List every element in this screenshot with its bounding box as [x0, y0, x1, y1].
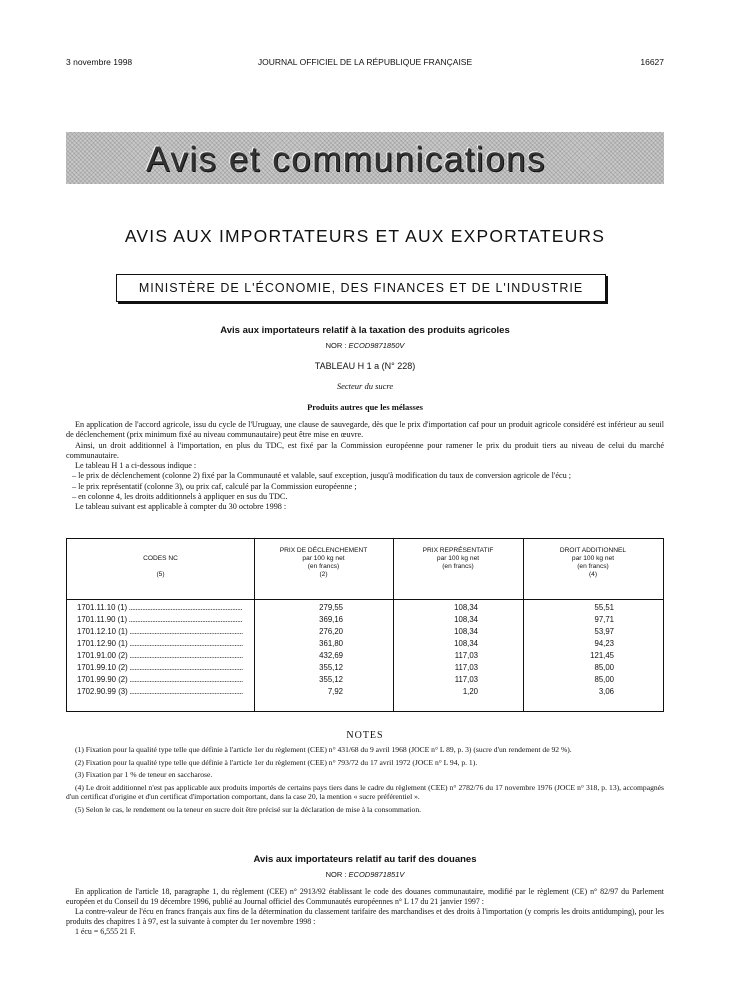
products-heading: Produits autres que les mélasses	[307, 402, 423, 412]
trigger-price: 279,55	[319, 603, 343, 612]
table-row	[67, 663, 663, 675]
header-additional-duty: DROIT ADDITIONNEL par 100 kg net (en francs) (4)	[559, 547, 627, 578]
tableau-title: TABLEAU H 1 a (N° 228)	[314, 361, 416, 371]
representative-price: 108,34	[454, 615, 478, 624]
ministry-box	[116, 274, 606, 302]
nc-code: 1701.99.90 (2) .....	[77, 675, 247, 684]
paragraph: 1 écu = 6,555 21 F.	[75, 927, 136, 936]
paragraph: La contre-valeur de l'écu en francs français aux fins de la détermination du classement tarifaire des marchandises et des droits à l'importation (y compris les droits antidumping), pour les produits des chapitres 1 à 97, est la suivante à compter du 1er novembre 1998 :	[66, 907, 664, 926]
additional-duty: 85,00	[594, 663, 614, 672]
representative-price: 108,34	[454, 603, 478, 612]
note-item: (1) Fixation pour la qualité type telle que définie à l'article 1er du règlement (CEE) n° 431/68 du 9 avril 1968 (JOCE n° L 89, p. 3) (sucre d'un rendement de 92 %).	[75, 745, 572, 754]
notes-heading: NOTES	[346, 730, 384, 741]
list-item: – le prix représentatif (colonne 3), ou prix caf, calculé par la Commission européenne ;	[72, 481, 357, 491]
trigger-price: 7,92	[327, 687, 343, 696]
trigger-price: 276,20	[319, 627, 343, 636]
additional-duty: 97,71	[594, 615, 614, 624]
representative-price: 117,03	[454, 675, 478, 684]
avis-body	[66, 420, 664, 513]
note-item: (2) Fixation pour la qualité type telle que définie à l'article 1er du règlement (CEE) n° 793/72 du 17 avril 1972 (JOCE n° L 94, p. 1).	[75, 757, 478, 767]
issue-date: 3 novembre 1998	[66, 57, 133, 67]
note-item: (5) Selon le cas, le rendement ou la teneur en sucre doit être précisé sur la déclaration de mise à la consommation.	[75, 804, 422, 814]
nor-label: NOR :	[325, 870, 347, 879]
nc-code: 1701.99.10 (2) .....	[77, 663, 247, 672]
table-row	[67, 687, 663, 699]
table-row	[67, 627, 663, 639]
table-row	[67, 639, 663, 651]
representative-price: 108,34	[454, 627, 478, 636]
trigger-price: 369,16	[319, 615, 343, 624]
additional-duty: 121,45	[590, 651, 614, 660]
paragraph: Ainsi, un droit additionnel à l'importation, en plus du TDC, est fixé par la Commission européenne pour ramener le prix du produit tiers au niveau de celui du marché communautaire.	[66, 440, 664, 460]
nc-code: 1701.12.90 (1) .....	[77, 639, 247, 648]
ministry-name: MINISTÈRE DE L'ÉCONOMIE, DES FINANCES ET DE L'INDUSTRIE	[138, 281, 584, 295]
journal-title: JOURNAL OFFICIEL DE LA RÉPUBLIQUE FRANÇAISE	[257, 57, 473, 67]
trigger-price: 432,69	[319, 651, 343, 660]
representative-price: 108,34	[454, 639, 478, 648]
paragraph: En application de l'accord agricole, issu du cycle de l'Uruguay, une clause de sauvegarde, dès que le prix d'importation caf pour un produit agricole considéré est inférieur au seuil de déclenchement (prix minimum fixé au niveau communautaire) peut être mise en œuvre.	[66, 420, 664, 440]
list-item: – en colonne 4, les droits additionnels à appliquer en sus du TDC.	[72, 492, 288, 502]
additional-duty: 3,06	[598, 687, 614, 696]
representative-price: 117,03	[454, 663, 478, 672]
trigger-price: 355,12	[319, 663, 343, 672]
nc-code: 1701.91.00 (2) .....	[77, 651, 247, 660]
additional-duty: 53,97	[594, 627, 614, 636]
page-number: 16627	[640, 57, 664, 67]
table-row	[67, 651, 663, 663]
note-item: (3) Fixation par 1 % de teneur en saccharose.	[75, 770, 213, 780]
header-representative-price: PRIX REPRÉSENTATIF par 100 kg net (en francs)	[422, 547, 494, 570]
representative-price: 1,20	[462, 687, 478, 696]
header-trigger-price: PRIX DE DÉCLENCHEMENT par 100 kg net (en francs) (2)	[279, 547, 368, 578]
nor-reference	[66, 870, 664, 879]
paragraph: En application de l'article 18, paragraphe 1, du règlement (CEE) n° 2913/92 établissant le code des douanes communautaire, modifié par le règlement (CE) n° 82/97 du Parlement européen et du Conseil du 19 décembre 1996, publié au Journal officiel des Communautés européennes n° L 17 du 21 janvier 1997 :	[66, 887, 664, 906]
section-banner	[66, 132, 664, 184]
running-head	[66, 57, 664, 67]
header-codes-nc: CODES NC (5)	[143, 555, 178, 578]
nc-code: 1701.12.10 (1) .....	[77, 627, 247, 636]
avis-body	[66, 887, 664, 937]
nor-code: ECOD9871850V	[348, 341, 405, 350]
tariff-table	[66, 538, 664, 712]
sector-subtitle: Secteur du sucre	[336, 381, 394, 391]
table-row	[67, 603, 663, 615]
list-item: – le prix de déclenchement (colonne 2) fixé par la Communauté et valable, sauf exception, jusqu'à modification du taux de conversion agricole de l'écu ;	[72, 471, 572, 481]
avis-title: Avis aux importateurs relatif au tarif des douanes	[253, 854, 477, 865]
paragraph: Le tableau H 1 a ci-dessous indique :	[75, 461, 197, 471]
nc-code: 1701.11.10 (1) .....	[77, 603, 247, 612]
additional-duty: 94,23	[594, 639, 614, 648]
notes-list	[66, 745, 664, 818]
banner-title: Avis et communications	[146, 140, 547, 179]
nc-code: 1701.11.90 (1) .....	[77, 615, 247, 624]
additional-duty: 55,51	[594, 603, 614, 612]
section-title: AVIS AUX IMPORTATEURS ET AUX EXPORTATEURS	[124, 226, 606, 246]
representative-price: 117,03	[454, 651, 478, 660]
avis-title: Avis aux importateurs relatif à la taxation des produits agricoles	[220, 325, 510, 336]
trigger-price: 355,12	[319, 675, 343, 684]
nor-reference	[66, 341, 664, 350]
table-row	[67, 615, 663, 627]
nor-code: ECOD9871851V	[348, 870, 405, 879]
paragraph: Le tableau suivant est applicable à compter du 30 octobre 1998 :	[75, 502, 287, 512]
trigger-price: 361,80	[319, 639, 343, 648]
header-divider	[67, 599, 663, 600]
nc-code: 1702.90.99 (3) .....	[77, 687, 247, 696]
table-row	[67, 675, 663, 687]
note-item: (4) Le droit additionnel n'est pas applicable aux produits importés de certains pays tiers dans le cadre du règlement (CEE) n° 2782/76 du 17 novembre 1976 (JOCE n° 318, p. 13), accompagnés d'un certificat d'origine et d'un certificat d'importation comportant, dans la case 20, la mention « sucre préférentiel ».	[66, 782, 664, 802]
nor-label: NOR :	[325, 341, 347, 350]
additional-duty: 85,00	[594, 675, 614, 684]
